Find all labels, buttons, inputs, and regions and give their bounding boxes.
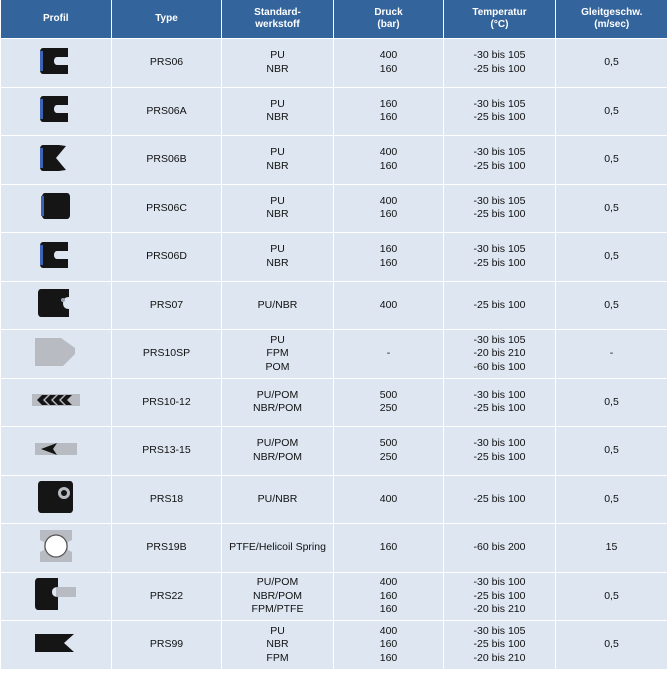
druck-cell (334, 39, 444, 88)
type-cell: PRS06B (112, 136, 222, 185)
table-row (1, 39, 667, 88)
gleitgeschw-cell: 0,5 (556, 233, 667, 282)
werkstoff-cell-line: PU/POM (256, 576, 299, 588)
type-cell: PRS06 (112, 39, 222, 88)
werkstoff-cell-line: NBR/POM (252, 450, 302, 463)
table-row (1, 233, 667, 282)
druck-cell-line: 400 (379, 624, 398, 637)
profil-cell (1, 378, 112, 427)
temperatur-cell-line: -30 bis 105 (473, 333, 526, 346)
werkstoff-cell (222, 378, 334, 427)
druck-cell-line: 160 (379, 159, 398, 172)
profil-cell (1, 184, 112, 233)
druck-cell (334, 281, 444, 330)
temperatur-cell (444, 427, 556, 476)
gleitgeschw-cell: 0,5 (556, 39, 667, 88)
druck-cell-line: 400 (379, 49, 398, 62)
druck-cell (334, 378, 444, 427)
seal-profile-v-icon (1, 144, 111, 177)
gleitgeschw-cell: - (556, 330, 667, 379)
temperatur-cell-line: -25 bis 100 (473, 492, 526, 505)
werkstoff-cell (222, 136, 334, 185)
gleitgeschw-cell: 0,5 (556, 87, 667, 136)
table-row (1, 281, 667, 330)
werkstoff-cell (222, 524, 334, 573)
seal-profile-rect-icon (1, 192, 111, 225)
header-werkstoff: Standard- werkstoff (222, 0, 334, 39)
temperatur-cell-line: -30 bis 105 (473, 624, 526, 637)
werkstoff-cell (222, 427, 334, 476)
table-row (1, 184, 667, 233)
temperatur-cell-line: -60 bis 200 (473, 541, 526, 553)
werkstoff-cell-line: NBR (266, 256, 289, 269)
werkstoff-cell-line: PTFE/Helicoil Spring (229, 541, 326, 553)
temperatur-cell (444, 378, 556, 427)
druck-cell-line: - (386, 347, 391, 359)
temperatur-cell-line: -25 bis 100 (473, 589, 526, 602)
druck-cell-line: 160 (379, 256, 398, 269)
temperatur-cell-line: -25 bis 100 (473, 111, 526, 124)
werkstoff-cell-line: PU/NBR (257, 298, 298, 311)
gleitgeschw-cell: 0,5 (556, 572, 667, 621)
druck-cell-line: 160 (379, 603, 398, 615)
druck-cell (334, 330, 444, 379)
druck-cell (334, 427, 444, 476)
werkstoff-cell-line: NBR (266, 638, 289, 650)
seal-profile-arrow-icon (1, 442, 111, 461)
profil-cell (1, 39, 112, 88)
type-cell: PRS99 (112, 621, 222, 670)
werkstoff-cell-line: NBR/POM (252, 589, 302, 602)
werkstoff-cell (222, 572, 334, 621)
header-temperatur: Temperatur (°C) (444, 0, 556, 39)
druck-cell (334, 233, 444, 282)
type-cell: PRS06D (112, 233, 222, 282)
header-profil: Profil (1, 0, 112, 39)
temperatur-cell (444, 39, 556, 88)
druck-cell-line: 400 (379, 194, 398, 207)
profil-cell (1, 427, 112, 476)
temperatur-cell-line: -25 bis 100 (473, 638, 526, 650)
temperatur-cell-line: -30 bis 100 (473, 388, 526, 401)
gleitgeschw-cell: 0,5 (556, 136, 667, 185)
werkstoff-cell-line: PU/NBR (257, 492, 298, 505)
werkstoff-cell-line: POM (265, 360, 290, 373)
temperatur-cell-line: -30 bis 105 (473, 194, 526, 207)
table-row (1, 621, 667, 670)
druck-cell-line: 500 (379, 437, 398, 450)
druck-cell (334, 572, 444, 621)
werkstoff-cell-line: PU (270, 333, 285, 346)
temperatur-cell-line: -30 bis 105 (473, 243, 526, 256)
werkstoff-cell-line: PU (270, 194, 285, 207)
druck-cell-line: 400 (379, 298, 398, 311)
werkstoff-cell-line: FPM (266, 347, 289, 359)
druck-cell-line: 500 (379, 388, 398, 401)
druck-cell-line: 160 (379, 97, 398, 110)
temperatur-cell (444, 184, 556, 233)
werkstoff-cell (222, 233, 334, 282)
temperatur-cell-line: -30 bis 105 (473, 97, 526, 110)
seal-profile-spring-icon (1, 528, 111, 569)
temperatur-cell (444, 475, 556, 524)
werkstoff-cell (222, 184, 334, 233)
temperatur-cell-line: -20 bis 210 (473, 651, 526, 664)
druck-cell-line: 250 (379, 402, 398, 415)
werkstoff-cell (222, 330, 334, 379)
temperatur-cell (444, 87, 556, 136)
seal-profile-wedge-icon (1, 632, 111, 659)
profil-cell (1, 233, 112, 282)
type-cell: PRS10-12 (112, 378, 222, 427)
temperatur-cell (444, 524, 556, 573)
seal-profile-block-icon (1, 287, 111, 324)
table-row (1, 87, 667, 136)
gleitgeschw-cell: 0,5 (556, 475, 667, 524)
druck-cell (334, 87, 444, 136)
temperatur-cell (444, 233, 556, 282)
werkstoff-cell-line: NBR (266, 208, 289, 221)
temperatur-cell-line: -25 bis 100 (473, 450, 526, 463)
werkstoff-cell-line: NBR/POM (252, 402, 302, 415)
temperatur-cell-line: -25 bis 100 (473, 298, 526, 311)
temperatur-cell-line: -30 bis 100 (473, 576, 526, 588)
type-cell: PRS06A (112, 87, 222, 136)
profil-cell (1, 136, 112, 185)
druck-cell-line: 160 (379, 589, 398, 602)
type-cell: PRS06C (112, 184, 222, 233)
table-row (1, 136, 667, 185)
profil-cell (1, 621, 112, 670)
table-row (1, 427, 667, 476)
temperatur-cell-line: -25 bis 100 (473, 402, 526, 415)
seal-profile-u-icon (1, 241, 111, 274)
table-row (1, 378, 667, 427)
profil-cell (1, 87, 112, 136)
werkstoff-cell (222, 281, 334, 330)
seal-profile-u-icon (1, 47, 111, 80)
druck-cell-line: 160 (379, 638, 398, 650)
profil-cell (1, 524, 112, 573)
gleitgeschw-cell: 15 (556, 524, 667, 573)
temperatur-cell-line: -25 bis 100 (473, 62, 526, 75)
type-cell: PRS10SP (112, 330, 222, 379)
temperatur-cell-line: -20 bis 210 (473, 347, 526, 359)
type-cell: PRS19B (112, 524, 222, 573)
druck-cell-line: 250 (379, 450, 398, 463)
werkstoff-cell-line: NBR (266, 159, 289, 172)
profil-cell (1, 330, 112, 379)
header-druck: Druck (bar) (334, 0, 444, 39)
druck-cell-line: 160 (379, 62, 398, 75)
type-cell: PRS22 (112, 572, 222, 621)
header-type: Type (112, 0, 222, 39)
druck-cell-line: 400 (379, 492, 398, 505)
druck-cell-line: 160 (379, 243, 398, 256)
seal-profile-grey-icon (1, 336, 111, 373)
werkstoff-cell-line: PU (270, 97, 285, 110)
werkstoff-cell-line: NBR (266, 111, 289, 124)
gleitgeschw-cell: 0,5 (556, 621, 667, 670)
temperatur-cell (444, 136, 556, 185)
table-row (1, 524, 667, 573)
druck-cell-line: 160 (379, 541, 398, 553)
werkstoff-cell-line: FPM/PTFE (251, 603, 304, 615)
profil-cell (1, 572, 112, 621)
druck-cell (334, 136, 444, 185)
werkstoff-cell-line: PU (270, 243, 285, 256)
werkstoff-cell (222, 87, 334, 136)
header-row (1, 0, 667, 39)
temperatur-cell (444, 572, 556, 621)
table-row (1, 475, 667, 524)
temperatur-cell-line: -25 bis 100 (473, 208, 526, 221)
werkstoff-cell-line: FPM (266, 651, 289, 664)
werkstoff-cell (222, 475, 334, 524)
temperatur-cell (444, 330, 556, 379)
druck-cell-line: 160 (379, 208, 398, 221)
seal-profile-u-icon (1, 95, 111, 128)
temperatur-cell-line: -25 bis 100 (473, 256, 526, 269)
temperatur-cell (444, 621, 556, 670)
druck-cell (334, 621, 444, 670)
temperatur-cell-line: -25 bis 100 (473, 159, 526, 172)
temperatur-cell-line: -20 bis 210 (473, 603, 526, 615)
werkstoff-cell-line: PU (270, 146, 285, 159)
profil-cell (1, 475, 112, 524)
seal-profile-notch-icon (1, 577, 111, 616)
temperatur-cell-line: -60 bis 100 (473, 360, 526, 373)
temperatur-cell (444, 281, 556, 330)
werkstoff-cell-line: PU (270, 49, 285, 62)
profil-cell (1, 281, 112, 330)
temperatur-cell-line: -30 bis 105 (473, 49, 526, 62)
temperatur-cell-line: -30 bis 100 (473, 437, 526, 450)
druck-cell (334, 475, 444, 524)
seal-profile-ring-icon (1, 480, 111, 519)
gleitgeschw-cell: 0,5 (556, 427, 667, 476)
seal-profile-chevron-icon (1, 392, 111, 413)
type-cell: PRS13-15 (112, 427, 222, 476)
werkstoff-cell-line: PU (270, 624, 285, 637)
gleitgeschw-cell: 0,5 (556, 281, 667, 330)
werkstoff-cell-line: PU/POM (256, 388, 299, 401)
type-cell: PRS07 (112, 281, 222, 330)
druck-cell (334, 184, 444, 233)
druck-cell-line: 160 (379, 111, 398, 124)
druck-cell-line: 160 (379, 651, 398, 664)
temperatur-cell-line: -30 bis 105 (473, 146, 526, 159)
werkstoff-cell-line: NBR (266, 62, 289, 75)
gleitgeschw-cell: 0,5 (556, 184, 667, 233)
druck-cell-line: 400 (379, 576, 398, 588)
gleitgeschw-cell: 0,5 (556, 378, 667, 427)
type-cell: PRS18 (112, 475, 222, 524)
druck-cell (334, 524, 444, 573)
table-row (1, 572, 667, 621)
werkstoff-cell-line: PU/POM (256, 437, 299, 450)
werkstoff-cell (222, 621, 334, 670)
werkstoff-cell (222, 39, 334, 88)
druck-cell-line: 400 (379, 146, 398, 159)
header-gleitgeschw: Gleitgeschw. (m/sec) (556, 0, 667, 39)
table-row (1, 330, 667, 379)
